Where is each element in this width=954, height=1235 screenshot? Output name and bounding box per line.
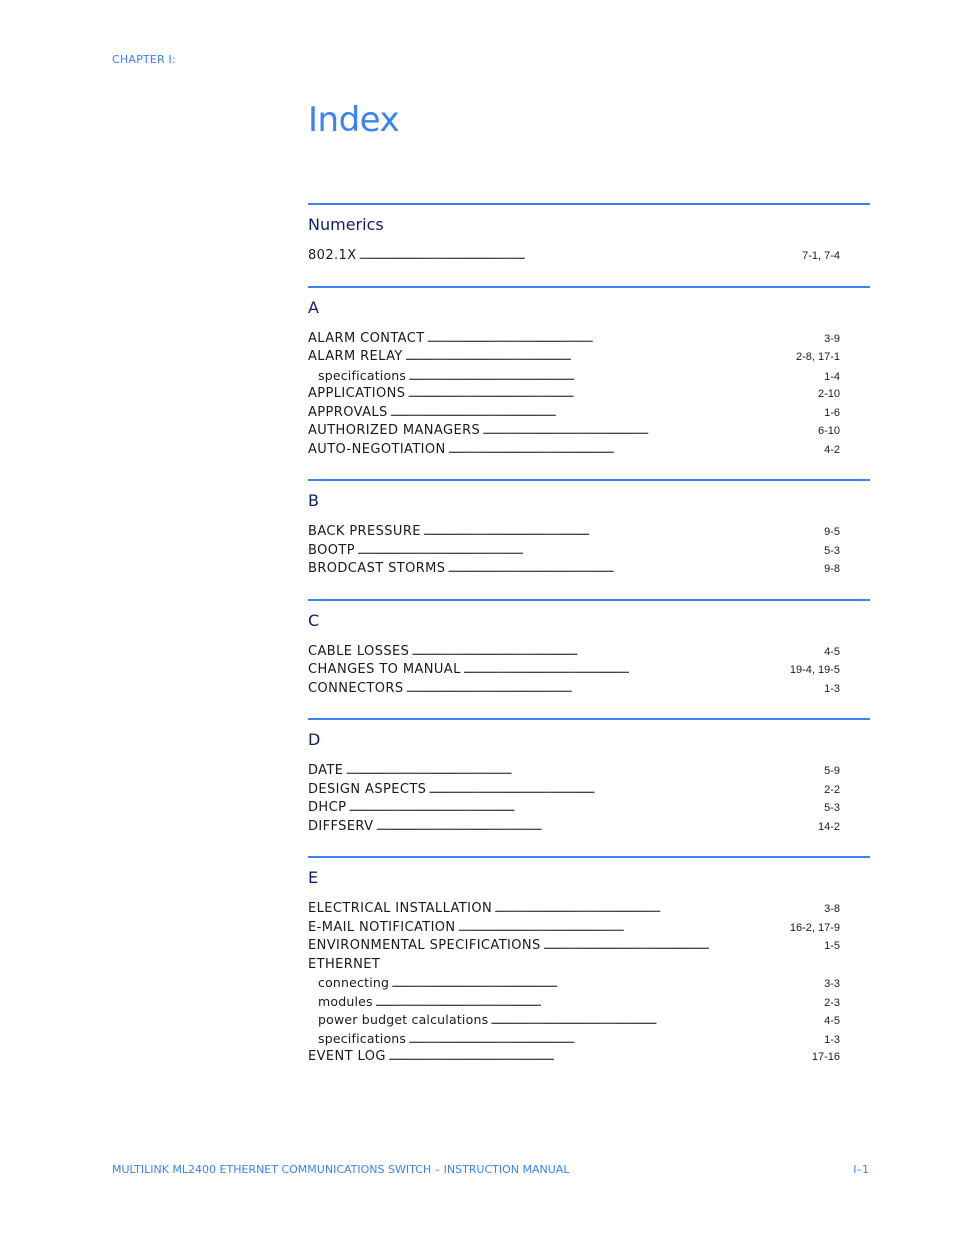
dot-leader xyxy=(427,332,823,345)
entry-page-ref: 7-1, 7-4 xyxy=(802,250,840,262)
entry-page-ref: 19-4, 19-5 xyxy=(789,664,840,676)
section-heading: Numerics xyxy=(308,215,384,234)
dot-leader xyxy=(494,902,822,915)
index-entry xyxy=(308,248,840,267)
dot-leader xyxy=(375,820,816,833)
index-section xyxy=(308,599,870,719)
entry-label: specifications xyxy=(318,1030,407,1046)
entry-label: specifications xyxy=(318,367,407,383)
section-heading: D xyxy=(308,730,321,749)
dot-leader xyxy=(357,544,822,557)
entry-label: ETHERNET xyxy=(308,956,381,972)
entry-label: CONNECTORS xyxy=(308,680,404,696)
dot-leader xyxy=(458,921,788,934)
index-subentry xyxy=(308,1012,840,1031)
entry-label: BOOTP xyxy=(308,542,355,558)
index-entry xyxy=(308,386,840,405)
dot-leader xyxy=(543,939,822,952)
entry-label: modules xyxy=(318,993,373,1009)
entry-page-ref: 1-3 xyxy=(824,1033,840,1046)
index-subentry xyxy=(308,994,840,1013)
index-subentry xyxy=(308,975,840,994)
index-section xyxy=(308,856,870,1087)
dot-leader xyxy=(388,1050,810,1063)
entry-label: ELECTRICAL INSTALLATION xyxy=(308,901,493,916)
entry-page-ref: 2-2 xyxy=(824,783,840,796)
entry-page-ref: 2-10 xyxy=(817,388,840,400)
section-heading: E xyxy=(308,868,319,887)
dot-leader xyxy=(405,350,794,363)
section-heading: C xyxy=(308,610,320,630)
dot-leader xyxy=(448,443,822,456)
dot-leader xyxy=(359,249,801,262)
index-entry xyxy=(308,819,840,838)
dot-leader xyxy=(482,424,816,437)
entry-label: E-MAIL NOTIFICATION xyxy=(308,919,456,935)
dot-leader xyxy=(391,977,822,990)
entry-label: connecting xyxy=(318,975,390,990)
index-entry xyxy=(308,1049,840,1068)
entry-label: power budget calculations xyxy=(318,1012,489,1027)
dot-leader xyxy=(447,562,822,575)
entry-label: CHANGES TO MANUAL xyxy=(308,662,461,677)
dot-leader xyxy=(428,783,822,796)
index-section xyxy=(308,203,870,286)
entry-label: ALARM RELAY xyxy=(308,349,403,364)
entry-page-ref: 1-5 xyxy=(824,940,840,952)
section-heading: A xyxy=(308,297,319,317)
footer-document-title: MULTILINK ML2400 ETHERNET COMMUNICATIONS SWITCH – INSTRUCTION MANUAL xyxy=(112,1163,570,1176)
index-entry xyxy=(308,423,840,442)
index-entry xyxy=(308,349,840,368)
entry-label: DATE xyxy=(308,763,344,778)
dot-leader xyxy=(348,801,822,814)
entry-page-ref: 1-4 xyxy=(824,370,840,383)
index-entry xyxy=(308,524,840,543)
entry-label: DESIGN ASPECTS xyxy=(308,781,427,797)
entry-page-ref: 4-5 xyxy=(824,1015,840,1027)
entry-page-ref: 9-8 xyxy=(824,563,840,575)
entry-page-ref: 4-2 xyxy=(824,443,840,456)
entry-page-ref: 3-9 xyxy=(824,332,840,345)
index-entry xyxy=(308,405,840,424)
chapter-header: CHAPTER I: xyxy=(112,53,176,66)
entry-page-ref: 9-5 xyxy=(824,526,840,538)
index-entry xyxy=(308,543,840,562)
index-entry xyxy=(308,681,840,700)
entry-page-ref: 1-6 xyxy=(824,406,840,419)
dot-leader xyxy=(423,525,822,538)
entry-label: DIFFSERV xyxy=(308,818,374,834)
index-entry xyxy=(308,644,840,663)
index-entry xyxy=(308,800,840,819)
entry-page-ref: 6-10 xyxy=(817,425,840,437)
entry-page-ref: 2-8, 17-1 xyxy=(795,351,840,363)
entry-label: APPLICATIONS xyxy=(308,386,406,401)
entry-label: DHCP xyxy=(308,800,347,815)
dot-leader xyxy=(408,1033,822,1046)
index-section xyxy=(308,718,870,856)
entry-label: EVENT LOG xyxy=(308,1049,386,1064)
entry-page-ref: 5-3 xyxy=(824,802,840,814)
index-list xyxy=(308,203,870,1087)
dot-leader xyxy=(408,370,822,383)
dot-leader xyxy=(345,764,822,777)
index-entry xyxy=(308,782,840,801)
index-entry xyxy=(308,901,840,920)
footer-page-number: I–1 xyxy=(853,1163,869,1176)
entry-page-ref: 2-3 xyxy=(824,996,840,1009)
entry-label: BACK PRESSURE xyxy=(308,524,421,539)
entry-label: ALARM CONTACT xyxy=(308,330,425,346)
index-entry xyxy=(308,957,840,976)
index-entry xyxy=(308,561,840,580)
entry-label: AUTHORIZED MANAGERS xyxy=(308,423,481,438)
dot-leader xyxy=(407,387,816,400)
index-subentry xyxy=(308,1031,840,1050)
dot-leader xyxy=(463,663,788,676)
entry-page-ref: 17-16 xyxy=(811,1051,840,1063)
index-entry xyxy=(308,442,840,461)
entry-page-ref: 3-8 xyxy=(824,903,840,915)
entry-page-ref: 16-2, 17-9 xyxy=(789,921,840,934)
entry-label: APPROVALS xyxy=(308,404,388,420)
entry-page-ref: 4-5 xyxy=(824,645,840,658)
dot-leader xyxy=(375,996,822,1009)
entry-page-ref: 5-9 xyxy=(824,765,840,777)
dot-leader xyxy=(406,682,823,695)
section-heading: B xyxy=(308,491,319,510)
dot-leader xyxy=(411,645,822,658)
entry-page-ref: 1-3 xyxy=(824,682,840,695)
index-section xyxy=(308,286,870,480)
entry-page-ref: 5-3 xyxy=(824,544,840,557)
entry-label: 802.1X xyxy=(308,248,357,263)
dot-leader xyxy=(390,406,822,419)
index-entry xyxy=(308,938,840,957)
index-entry xyxy=(308,920,840,939)
index-entry xyxy=(308,763,840,782)
dot-leader xyxy=(490,1014,822,1027)
index-section xyxy=(308,479,870,599)
entry-page-ref: 3-3 xyxy=(824,978,840,990)
entry-label: CABLE LOSSES xyxy=(308,643,410,659)
entry-label: AUTO-NEGOTIATION xyxy=(308,441,446,457)
page-title: Index xyxy=(308,100,400,140)
entry-page-ref: 14-2 xyxy=(817,820,840,833)
index-subentry xyxy=(308,368,840,387)
index-entry xyxy=(308,662,840,681)
index-entry xyxy=(308,331,840,350)
entry-label: ENVIRONMENTAL SPECIFICATIONS xyxy=(308,938,541,953)
entry-label: BRODCAST STORMS xyxy=(308,561,446,576)
